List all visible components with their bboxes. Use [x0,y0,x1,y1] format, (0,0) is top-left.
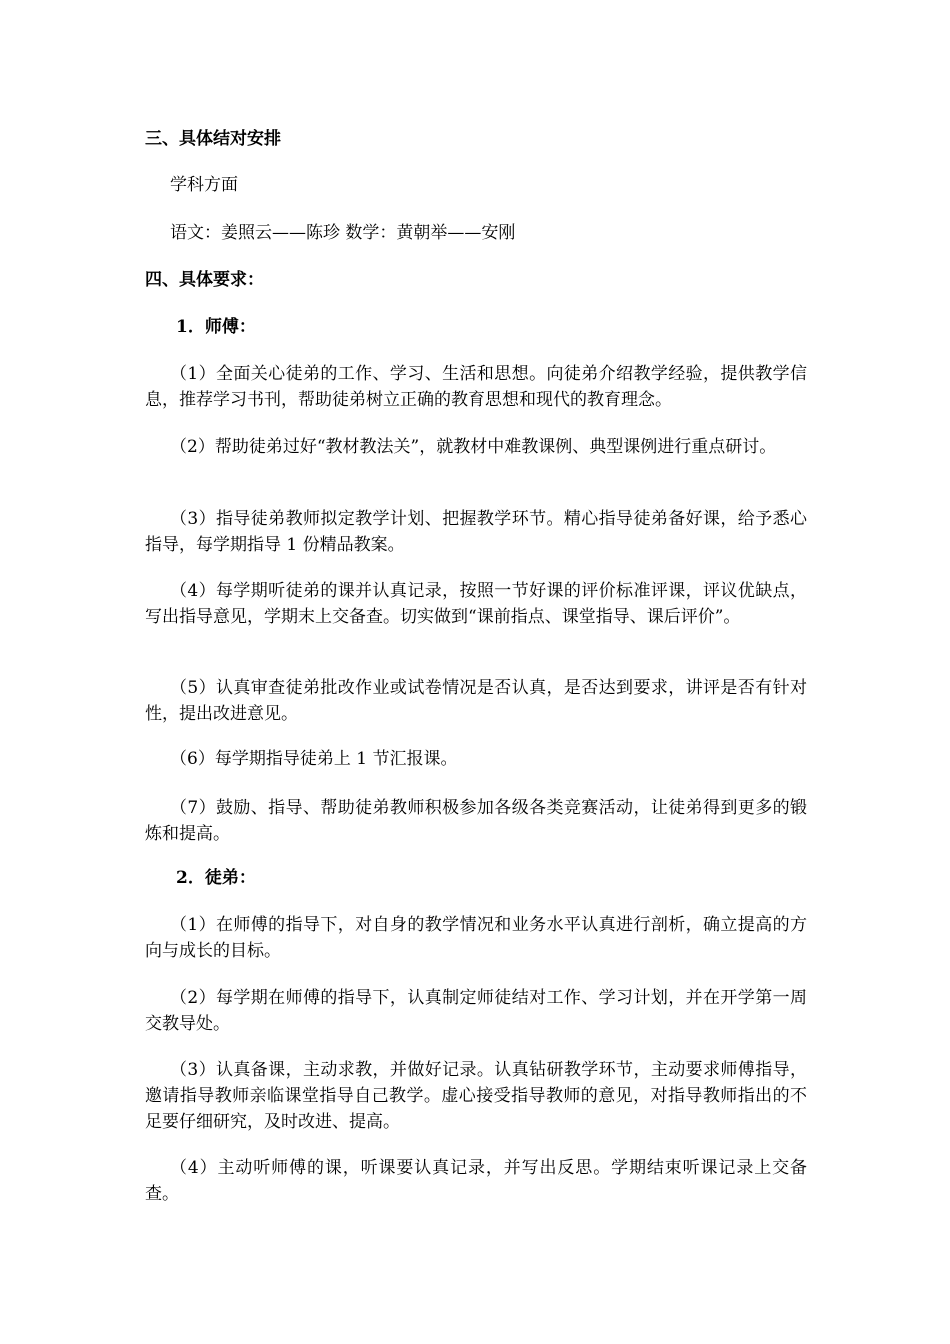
apprentice-item-4: （4）主动听师傅的课，听课要认真记录，并写出反思。学期结束听课记录上交备查。 [145,1158,807,1204]
mentor-heading: 1．师傅： [176,317,256,337]
subject-label: 学科方面 [170,175,238,195]
mentor-item-1: （1）全面关心徒弟的工作、学习、生活和思想。向徒弟介绍教学经验，提供教学信息，推荐学习书刊，帮助徒弟树立正确的教育思想和现代的教育理念。 [145,364,807,410]
mentor-item-5: （5）认真审查徒弟批改作业或试卷情况是否认真，是否达到要求，讲评是否有针对性，提出改进意见。 [145,678,807,724]
mentor-item-6: （6）每学期指导徒弟上 1 节汇报课。 [170,749,458,769]
apprentice-heading: 2．徒弟： [176,868,256,888]
apprentice-item-1: （1）在师傅的指导下，对自身的教学情况和业务水平认真进行剖析，确立提高的方向与成长的目标。 [145,915,807,961]
mentor-item-2: （2）帮助徒弟过好“教材教法关”，就教材中难教课例、典型课例进行重点研讨。 [170,437,777,457]
mentor-item-4: （4）每学期听徒弟的课并认真记录，按照一节好课的评价标准评课，评议优缺点，写出指导意见，学期末上交备查。切实做到“课前指点、课堂指导、课后评价”。 [145,581,807,627]
mentor-item-3: （3）指导徒弟教师拟定教学计划、把握教学环节。精心指导徒弟备好课，给予悉心指导，每学期指导 1 份精品教案。 [145,509,807,555]
pairing-line: 语文：姜照云——陈珍 数学：黄朝举——安刚 [170,223,516,243]
apprentice-item-3: （3）认真备课，主动求教，并做好记录。认真钻研教学环节，主动要求师傅指导，邀请指导教师亲临课堂指导自己教学。虚心接受指导教师的意见，对指导教师指出的不足要仔细研究，及时改进、提高。 [145,1060,807,1132]
mentor-item-7: （7）鼓励、指导、帮助徒弟教师积极参加各级各类竞赛活动，让徒弟得到更多的锻炼和提高。 [145,798,807,844]
section-4-title: 四、具体要求： [145,270,264,290]
section-3-title: 三、具体结对安排 [145,129,281,149]
apprentice-item-2: （2）每学期在师傅的指导下，认真制定师徒结对工作、学习计划，并在开学第一周交教导处。 [145,988,807,1034]
